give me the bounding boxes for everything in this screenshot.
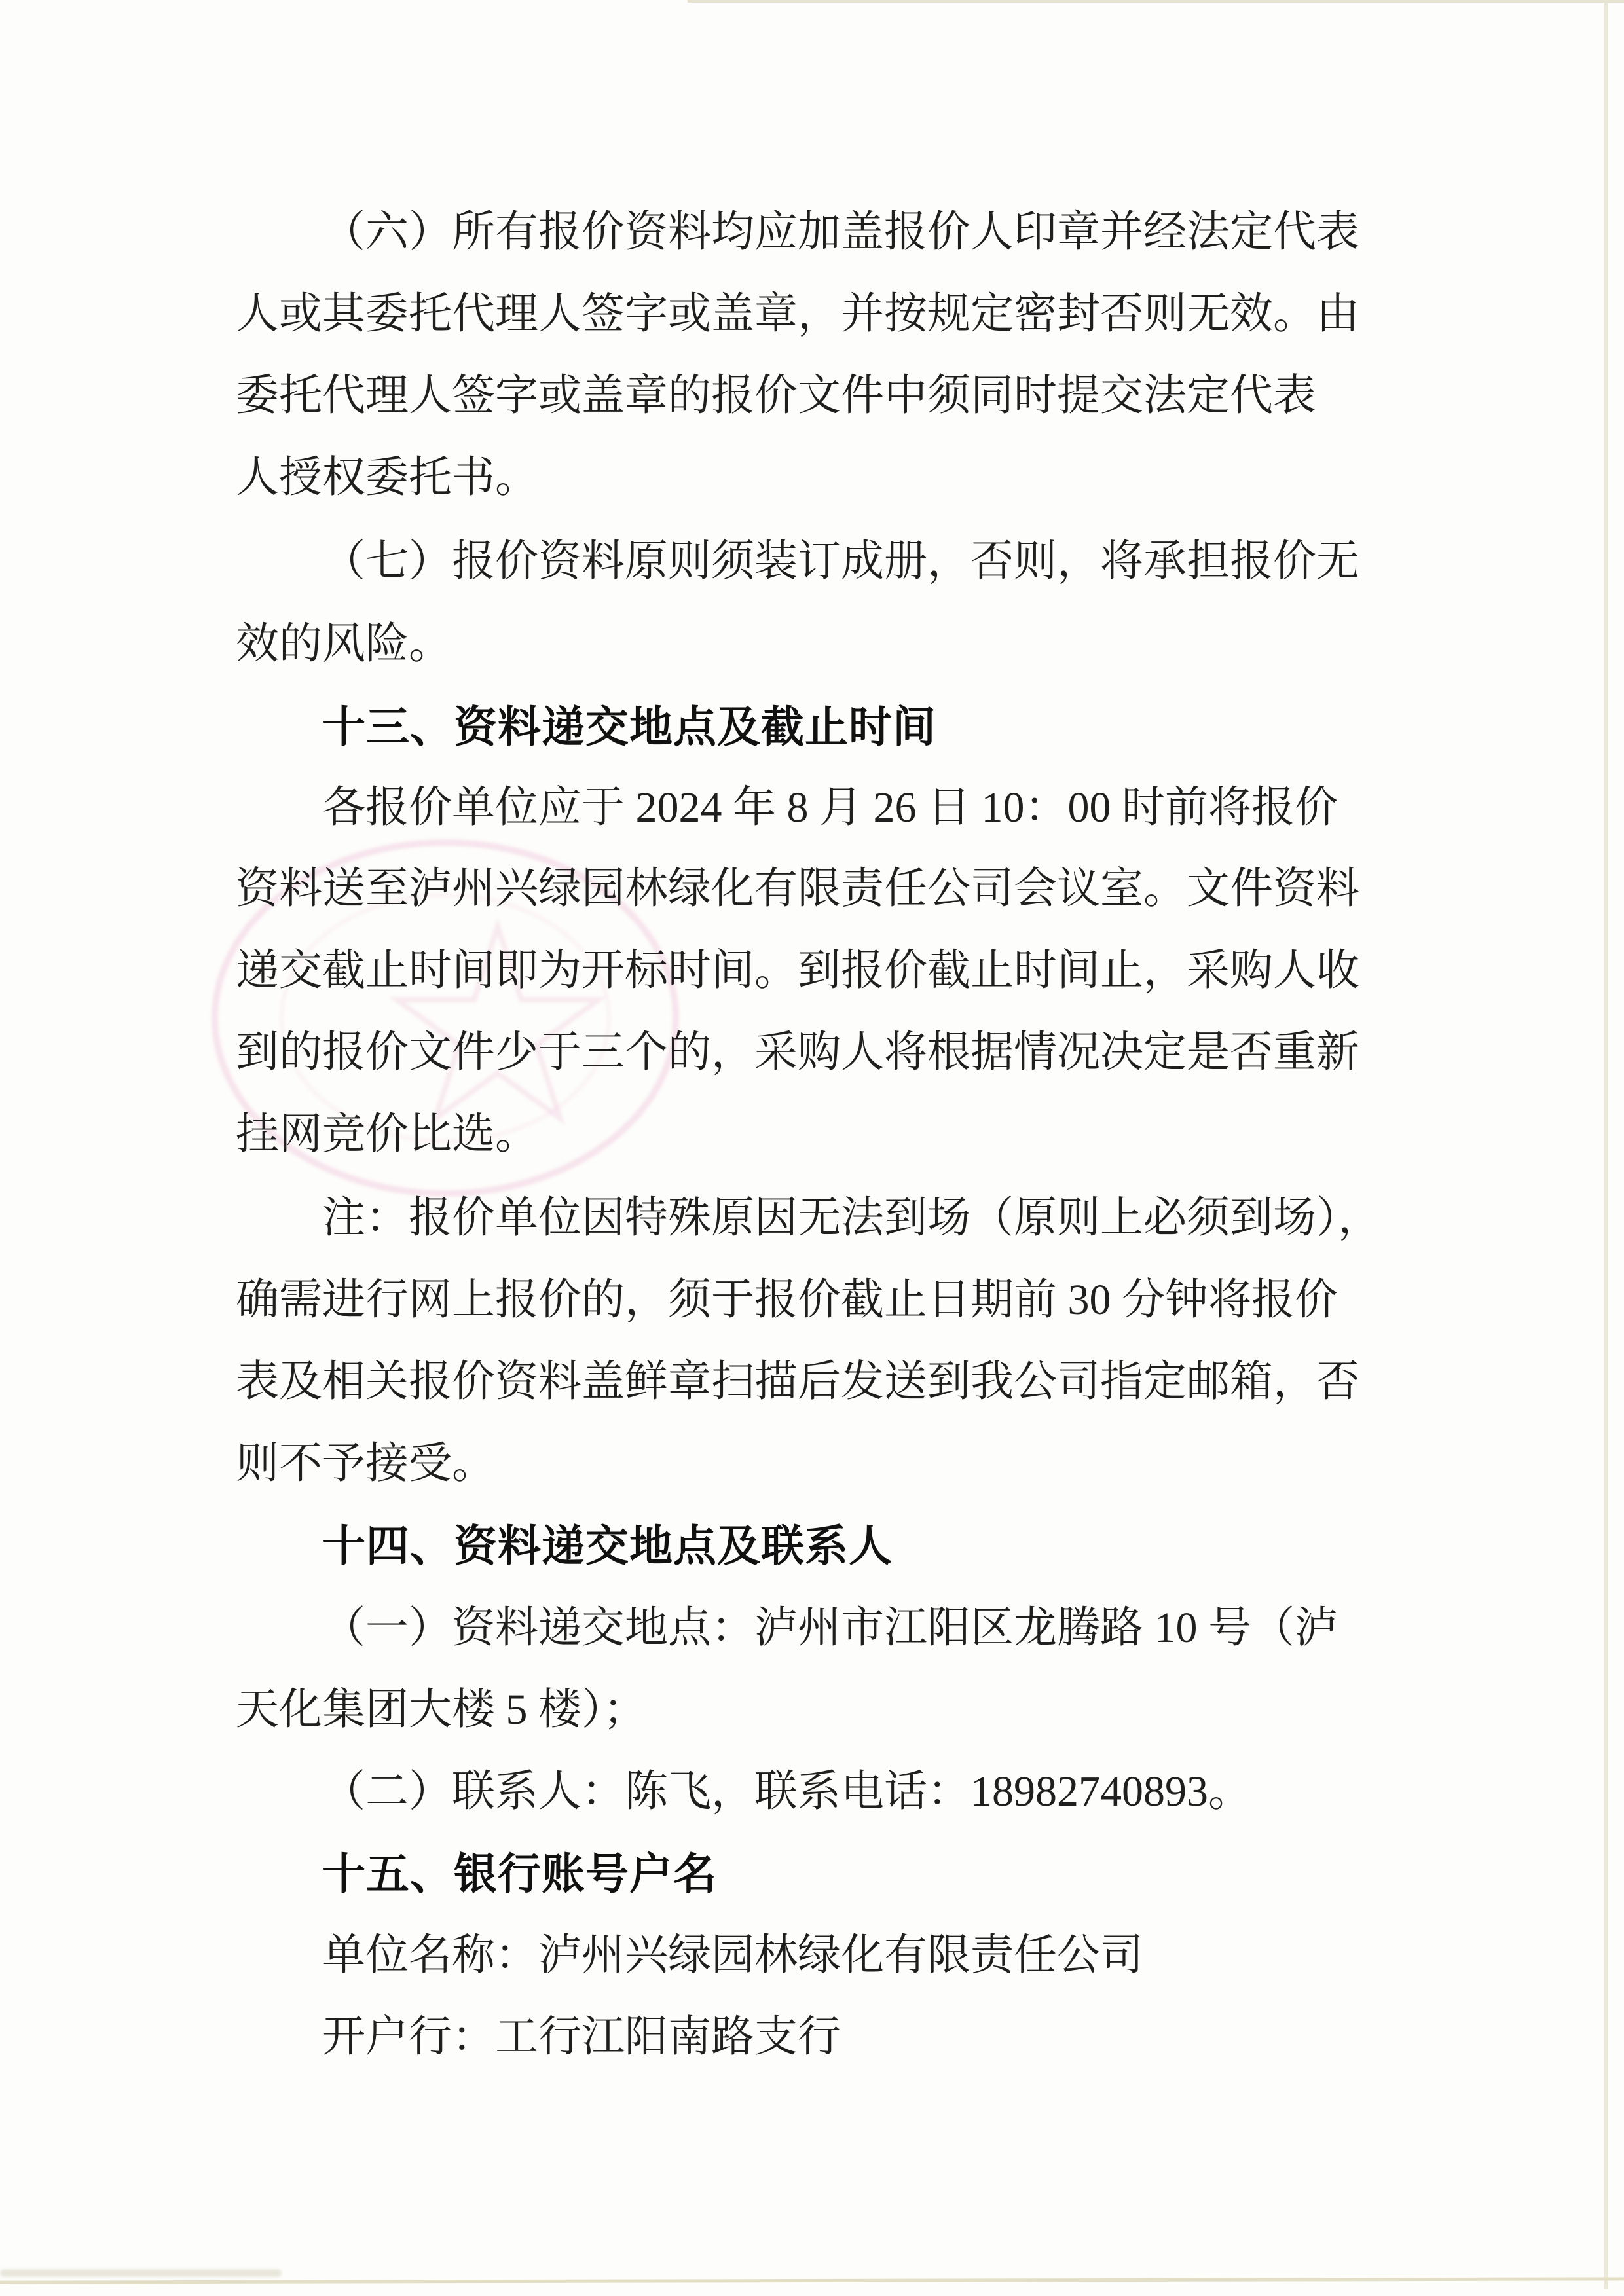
paragraph-line: 单位名称：泸州兴绿园林绿化有限责任公司 (322, 1931, 1143, 1979)
paragraph-line: （二）联系人：陈飞，联系电话：18982740893。 (322, 1768, 1251, 1815)
paragraph-line: 效的风险。 (236, 620, 452, 668)
scan-edge-right (1604, 0, 1608, 2289)
paragraph-line: 天化集团大楼 5 楼）； (236, 1686, 646, 1734)
section-heading: 十四、资料递交地点及联系人 (322, 1522, 893, 1570)
section-heading: 十五、银行账号户名 (322, 1850, 717, 1898)
paragraph-line: 确需进行网上报价的，须于报价截止日期前 30 分钟将报价 (236, 1276, 1338, 1324)
scan-edge-bottom (0, 2277, 1624, 2284)
paragraph-line: 表及相关报价资料盖鲜章扫描后发送到我公司指定邮箱，否 (236, 1358, 1359, 1406)
paragraph-line: （六）所有报价资料均应加盖报价人印章并经法定代表 (322, 208, 1359, 256)
paragraph-line: 则不予接受。 (236, 1440, 495, 1487)
paragraph-line: 到的报价文件少于三个的，采购人将根据情况决定是否重新 (236, 1029, 1359, 1076)
paragraph-line: 各报价单位应于 2024 年 8 月 26 日 10：00 时前将报价 (322, 784, 1338, 831)
paragraph-line: （七）报价资料原则须装订成册，否则，将承担报价无 (322, 538, 1359, 585)
section-heading: 十三、资料递交地点及截止时间 (322, 702, 936, 751)
scan-edge-smudge (0, 2269, 282, 2277)
paragraph-line: （一）资料递交地点：泸州市江阳区龙腾路 10 号（泸 (322, 1604, 1338, 1652)
scan-edge-top (688, 0, 1624, 3)
paragraph-line: 递交截止时间即为开标时间。到报价截止时间止，采购人收 (236, 947, 1359, 994)
paragraph-line: 开户行：工行江阳南路支行 (322, 2013, 841, 2061)
paragraph-line: 注：报价单位因特殊原因无法到场（原则上必须到场）， (322, 1194, 1381, 1242)
paragraph-line: 资料送至泸州兴绿园林绿化有限责任公司会议室。文件资料 (236, 865, 1359, 913)
paragraph-line: 委托代理人签字或盖章的报价文件中须同时提交法定代表 (236, 372, 1316, 420)
paragraph-line: 挂网竞价比选。 (236, 1110, 538, 1158)
paragraph-line: 人或其委托代理人签字或盖章，并按规定密封否则无效。由 (236, 290, 1359, 338)
paragraph-line: 人授权委托书。 (236, 454, 538, 501)
